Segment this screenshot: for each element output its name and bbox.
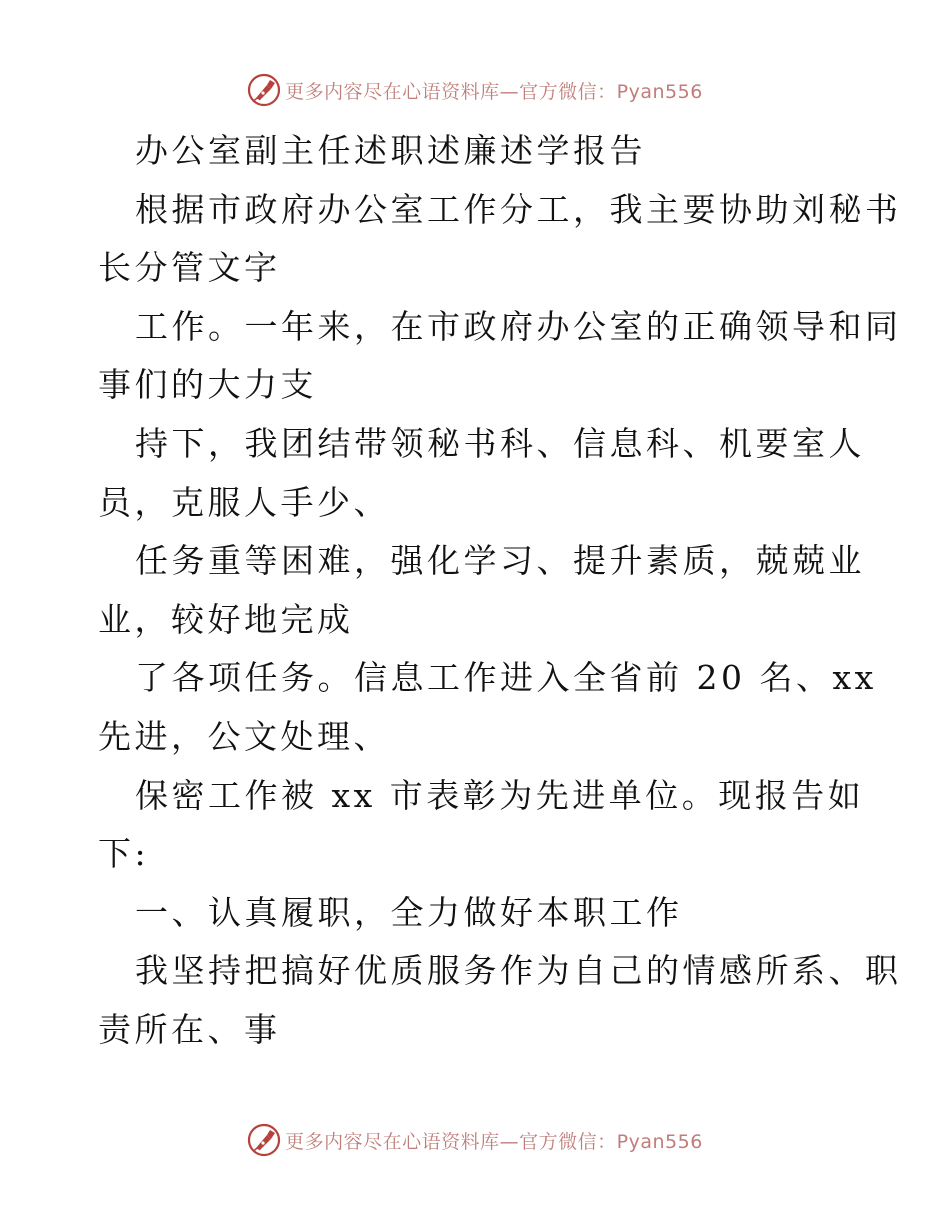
header-banner-text: 更多内容尽在心语资料库—官方微信：Pyan556 [285, 80, 703, 103]
document-line: 工作。一年来，在市政府办公室的正确领导和同 [135, 306, 902, 346]
document-line: 任务重等困难，强化学习、提升素质，兢兢业 [135, 541, 865, 581]
document-line: 员，克服人手少、 [98, 482, 390, 522]
document-line: 了各项任务。信息工作进入全省前 20 名、xx [135, 658, 877, 698]
document-line: 业，较好地完成 [98, 599, 354, 639]
document-line: 根据市政府办公室工作分工，我主要协助刘秘书 [135, 189, 902, 229]
pen-nib-logo-icon [247, 73, 281, 107]
header-banner [0, 70, 950, 110]
document-line: 一、认真履职，全力做好本职工作 [135, 892, 683, 932]
document-body [98, 122, 902, 1060]
document-line: 事们的大力支 [98, 365, 317, 405]
document-line: 责所在、事 [98, 1009, 281, 1049]
document-line: 长分管文字 [98, 248, 281, 288]
document-line: 先进，公文处理、 [98, 716, 390, 756]
document-line: 持下，我团结带领秘书科、信息科、机要室人 [135, 423, 865, 463]
document-line: 保密工作被 xx 市表彰为先进单位。现报告如 [135, 775, 865, 815]
pen-nib-logo-icon [247, 1123, 281, 1157]
footer-banner-text: 更多内容尽在心语资料库—官方微信：Pyan556 [285, 1130, 703, 1153]
document-line: 下: [98, 834, 150, 874]
footer-banner [0, 1120, 950, 1160]
document-line: 办公室副主任述职述廉述学报告 [135, 131, 646, 170]
document-line: 我坚持把搞好优质服务作为自己的情感所系、职 [135, 951, 902, 991]
